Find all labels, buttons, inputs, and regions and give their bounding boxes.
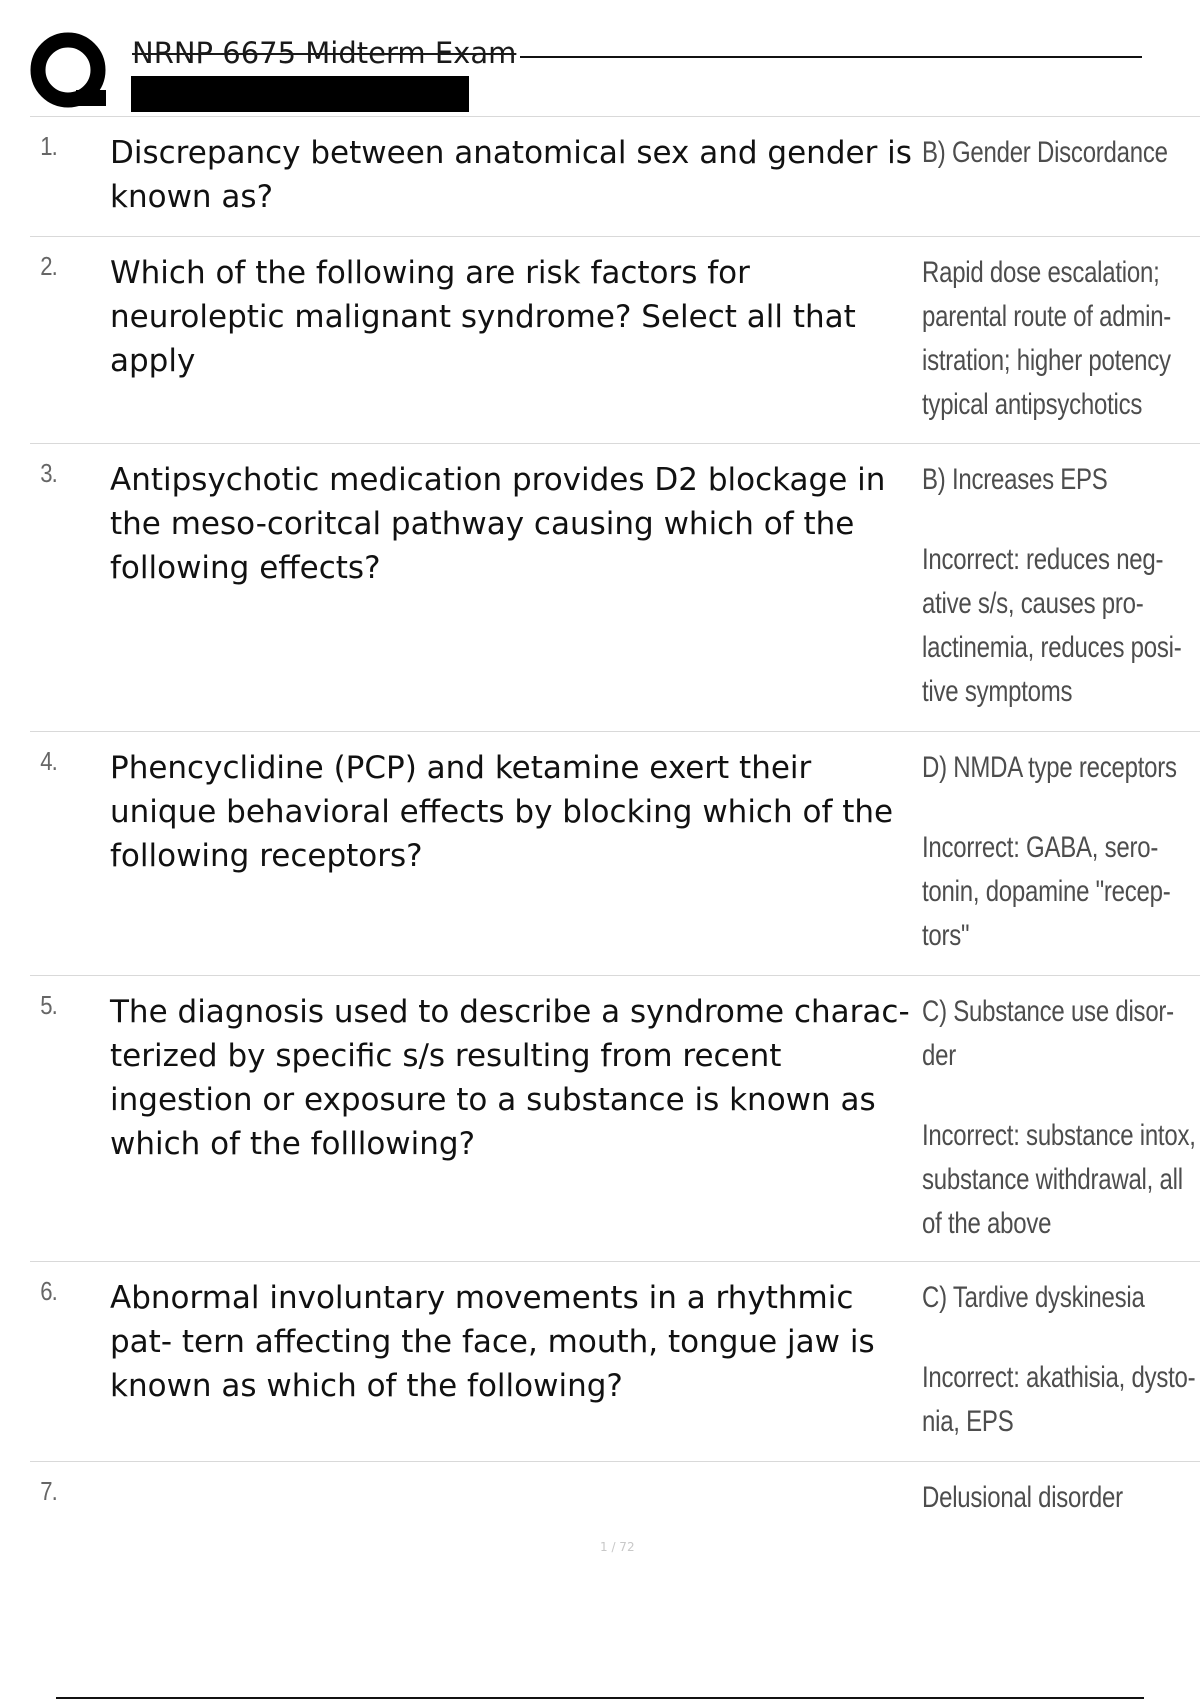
answer-line: Rapid dose escalation; [922, 256, 1160, 289]
question-row [30, 976, 1200, 1262]
question-list [30, 116, 1200, 1542]
incorrect-line: Incorrect: reduces neg- [922, 543, 1164, 576]
incorrect-line: tonin, dopamine "recep- [922, 875, 1171, 908]
incorrect-line: Incorrect: GABA, sero- [922, 831, 1159, 864]
answer-cell [922, 990, 1200, 1261]
incorrect-line: ative s/s, causes pro- [922, 587, 1144, 620]
question-text: Discrepancy between anatomical sex and gender is known as? [110, 135, 912, 215]
answer-line: typical antipsychotics [922, 388, 1143, 421]
question-number: 6. [40, 1276, 57, 1306]
answer-cell [922, 746, 1200, 975]
question-number: 4. [40, 746, 57, 776]
question-row [30, 117, 1200, 237]
answer-line: parental route of admin- [922, 300, 1172, 333]
question-number: 5. [40, 990, 57, 1020]
question-row [30, 1262, 1200, 1462]
question-number: 2. [40, 251, 57, 281]
answer-line: istration; higher potency [922, 344, 1171, 377]
answer-line: C) Substance use disor- [922, 995, 1174, 1028]
footer-rule [56, 1697, 1144, 1699]
redacted-name-bar [131, 76, 469, 112]
incorrect-line: tive symptoms [922, 675, 1073, 708]
question-number: 1. [40, 131, 57, 161]
answer-cell [922, 1276, 1200, 1461]
answer-line: Delusional disorder [922, 1481, 1123, 1514]
document-title: NRNP 6675 Midterm Exam [132, 36, 517, 70]
answer-cell [922, 251, 1200, 443]
question-row [30, 1462, 1200, 1542]
title-rule [520, 56, 1142, 58]
question-text: Antipsychotic medication provides D2 blockage in the meso-coritcal pathway causing which of the following effects? [110, 462, 886, 586]
question-row [30, 732, 1200, 976]
question-text: Abnormal involuntary movements in a rhythmic pat- tern affecting the face, mouth, tongue jaw is known as which of the following? [110, 1280, 875, 1404]
question-text: Which of the following are risk factors for neuroleptic malignant syndrome? Select all that apply [110, 255, 856, 379]
page-header [0, 0, 1200, 118]
answer-line: C) Tardive dyskinesia [922, 1281, 1145, 1314]
question-text [110, 1476, 922, 1542]
answer-line: B) Increases EPS [922, 463, 1108, 496]
answer-cell [922, 131, 1200, 236]
incorrect-line: Incorrect: substance intox, [922, 1119, 1196, 1152]
question-text: The diagnosis used to describe a syndrome charac- terized by specific s/s resulting from recent ingestion or exposure to a substance is known as which of the folllowing? [110, 994, 910, 1162]
answer-line: D) NMDA type receptors [922, 751, 1177, 784]
answer-line: der [922, 1039, 956, 1072]
incorrect-line: of the above [922, 1207, 1052, 1240]
incorrect-line: substance withdrawal, all [922, 1163, 1183, 1196]
incorrect-line: tors" [922, 919, 970, 952]
question-row [30, 444, 1200, 732]
answer-cell [922, 458, 1200, 731]
incorrect-line: lactinemia, reduces posi- [922, 631, 1182, 664]
incorrect-line: nia, EPS [922, 1405, 1014, 1438]
question-number: 7. [40, 1476, 57, 1506]
page-number: 1 / 72 [600, 1540, 635, 1554]
answer-cell [922, 1476, 1200, 1542]
answer-line: B) Gender Discordance [922, 136, 1168, 169]
quizlet-q-logo-icon [30, 32, 112, 114]
incorrect-line: Incorrect: akathisia, dysto- [922, 1361, 1196, 1394]
question-row [30, 237, 1200, 444]
question-text: Phencyclidine (PCP) and ketamine exert their unique behavioral effects by blocking which of the following receptors? [110, 750, 894, 874]
question-number: 3. [40, 458, 57, 488]
